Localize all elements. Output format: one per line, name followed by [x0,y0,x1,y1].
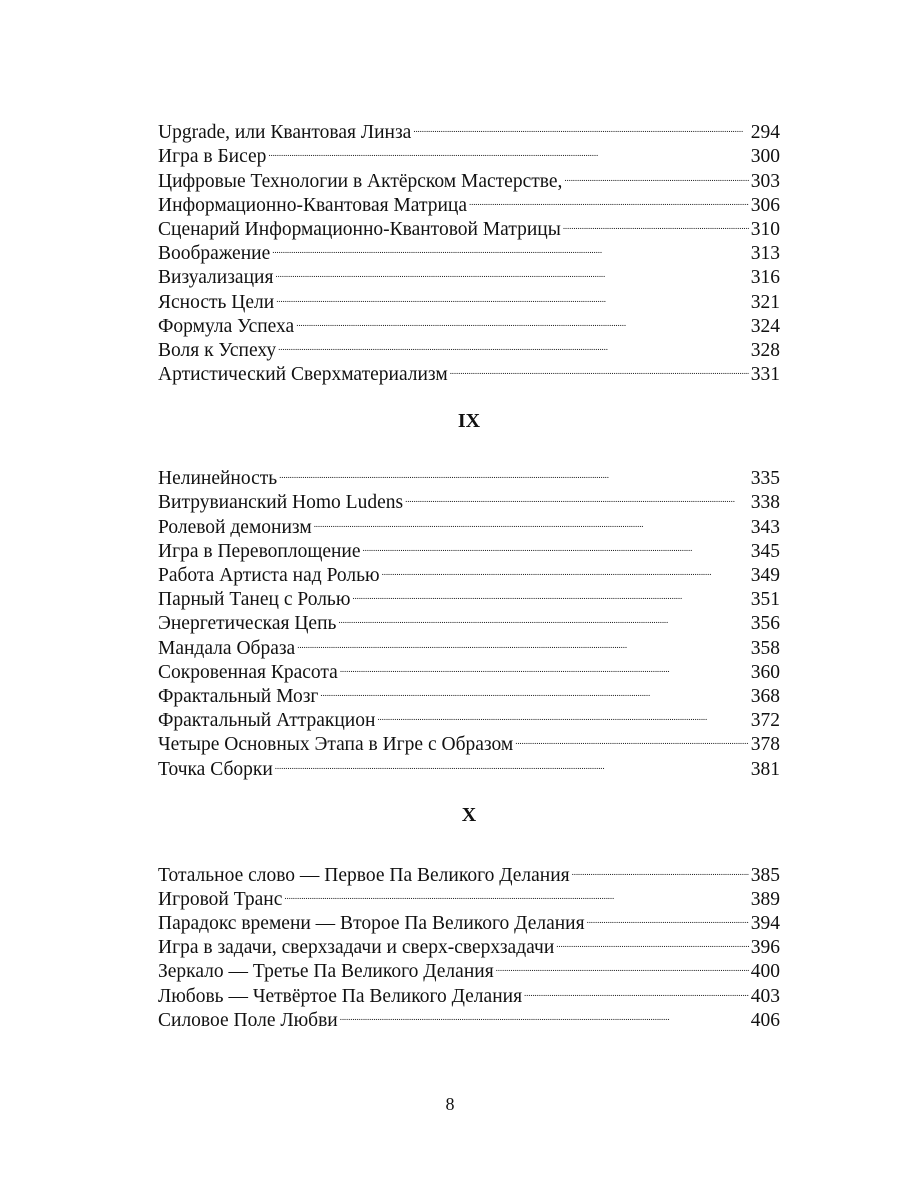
toc-entry-title: Зеркало — Третье Па Великого Делания [158,961,494,983]
toc-entry-title: Игра в Перевоплощение [158,540,361,562]
toc-entry-title: Нелинейность [158,468,278,490]
dot-leader [363,533,749,557]
toc-entry-title: Фрактальный Аттракцион [158,710,376,732]
dot-leader [572,857,749,881]
toc-entry-title: Фрактальный Мозг [158,685,319,707]
dot-leader [563,211,749,235]
toc-entry-title: Мандала Образа [158,637,296,659]
toc-entry-title: Игра в Бисер [158,146,267,168]
dot-leader [382,557,749,581]
table-of-contents [158,114,780,1031]
toc-entry-title: Сокровенная Красота [158,661,338,683]
toc-entry-title: Формула Успеха [158,315,295,337]
toc-entry[interactable] [158,857,780,886]
toc-group-continued [158,114,780,386]
toc-entry-page: 316 [750,267,780,289]
dot-leader [340,1002,749,1026]
dot-leader [524,977,749,1001]
toc-entry-page: 400 [750,961,780,983]
toc-entry-title: Любовь — Четвёртое Па Великого Делания [158,985,523,1007]
toc-entry-page: 335 [750,468,780,490]
toc-entry[interactable] [158,114,780,144]
dot-leader [275,259,748,283]
toc-entry-title: Ролевой демонизм [158,516,312,538]
dot-leader [296,308,749,332]
dot-leader [275,750,749,774]
toc-entry-title: Точка Сборки [158,758,273,780]
dot-leader [564,162,748,186]
toc-entry-page: 306 [750,194,780,216]
toc-entry-title: Воля к Успеху [158,339,277,361]
toc-entry-title: Сценарий Информационно-Квантовой Матрицы [158,218,561,240]
dot-leader [338,605,748,629]
toc-entry-page: 403 [750,985,780,1007]
dot-leader [314,508,749,532]
toc-entry-title: Цифровые Технологии в Актёрском Мастерстве, [158,170,563,192]
toc-entry-page: 313 [750,243,780,265]
dot-leader [272,235,749,259]
toc-entry-page: 351 [750,589,780,611]
dot-leader [556,929,748,953]
section-heading-x: X [461,803,477,826]
toc-entry-page: 378 [750,734,780,756]
dot-leader [587,905,749,929]
toc-entry-page: 368 [750,685,780,707]
toc-entry-page: 321 [750,291,780,313]
toc-entry-page: 303 [750,170,780,192]
toc-entry-page: 345 [750,540,780,562]
toc-entry-title: Информационно-Квантовая Матрица [158,194,467,216]
toc-entry-title: Парный Танец с Ролью [158,589,351,611]
toc-entry-page: 372 [750,710,780,732]
toc-entry-page: 331 [750,364,780,386]
dot-leader [278,332,749,356]
dot-leader [496,953,749,977]
toc-group-ix [158,460,780,780]
dot-leader [279,460,749,484]
toc-entry-page: 328 [750,339,780,361]
dot-leader [469,187,749,211]
toc-entry-title: Энергетическая Цепь [158,613,337,635]
toc-entry-page: 349 [750,565,780,586]
dot-leader [450,356,749,380]
dot-leader [352,581,748,605]
dot-leader [276,283,749,307]
page-number: 8 [445,1094,455,1114]
dot-leader [297,629,749,653]
toc-entry-page: 396 [750,937,780,959]
toc-entry-page: 300 [750,146,780,168]
toc-entry-page: 338 [750,492,780,514]
toc-entry-title: Upgrade, или Квантовая Линза [158,122,412,144]
toc-entry-title: Ясность Цели [158,291,275,313]
toc-entry-page: 294 [750,122,780,144]
toc-entry-page: 406 [750,1009,780,1031]
section-heading-ix: IX [457,410,481,433]
toc-entry-title: Витрувианский Homo Ludens [158,492,404,514]
toc-entry-title: Игра в задачи, сверхзадачи и сверх-сверхзадачи [158,937,555,959]
toc-entry-title: Воображение [158,243,271,265]
toc-entry-page: 358 [750,637,780,659]
dot-leader [405,484,749,508]
toc-entry-title: Четыре Основных Этапа в Игре с Образом [158,734,514,756]
toc-group-x [158,857,780,1031]
toc-entry-title: Силовое Поле Любви [158,1009,338,1031]
toc-entry-page: 343 [750,516,780,538]
dot-leader [413,114,748,138]
toc-entry-page: 310 [750,218,780,240]
toc-entry-page: 324 [750,315,780,337]
toc-entry[interactable] [158,460,780,490]
toc-entry-title: Визуализация [158,267,274,289]
dot-leader [340,654,749,678]
toc-entry-title: Артистический Сверхматериализм [158,364,448,386]
toc-entry-title: Парадокс времени — Второе Па Великого Делания [158,913,585,935]
toc-entry-page: 385 [750,864,780,886]
toc-entry-page: 360 [750,661,780,683]
toc-entry-page: 356 [750,613,780,635]
toc-entry-page: 381 [750,758,780,780]
dot-leader [515,726,749,750]
dot-leader [284,881,748,905]
toc-entry-title: Работа Артиста над Ролью [158,565,380,586]
toc-entry-title: Тотальное слово — Первое Па Великого Делания [158,864,570,886]
toc-entry-title: Игровой Транс [158,888,283,910]
dot-leader [268,138,748,162]
dot-leader [320,678,748,702]
dot-leader [377,702,748,726]
toc-entry-page: 389 [750,888,780,910]
toc-entry-page: 394 [750,913,780,935]
